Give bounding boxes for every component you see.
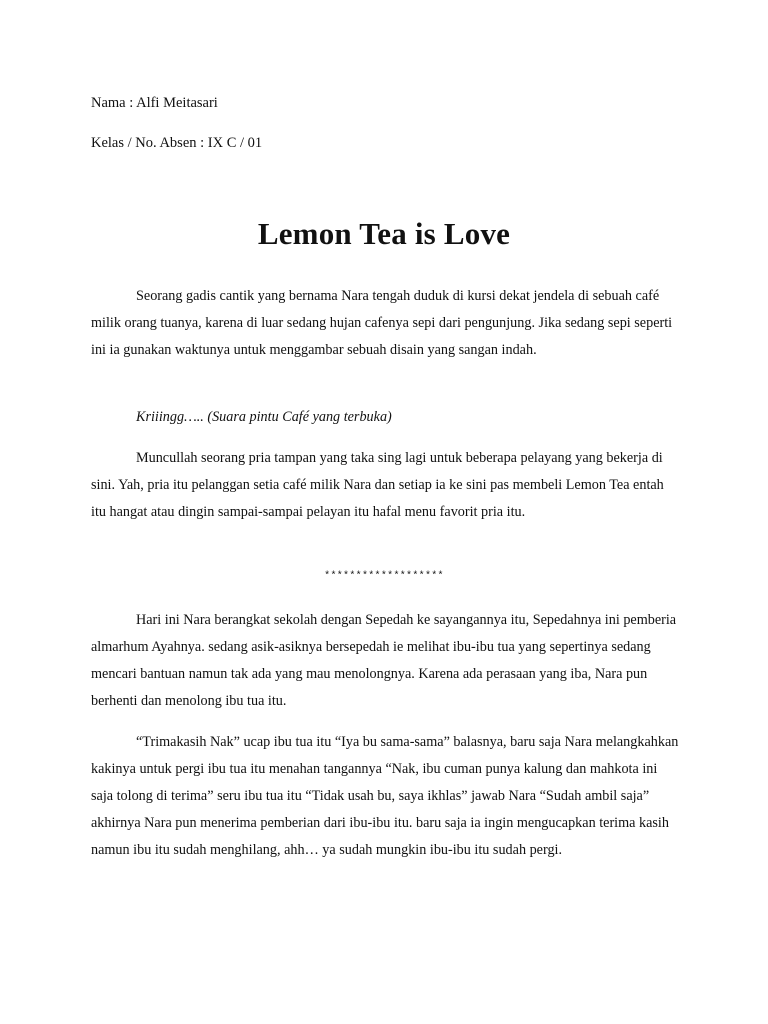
student-name-line: Nama : Alfi Meitasari [91,95,218,111]
sound-effect-line: Kriiingg….. (Suara pintu Café yang terbuka) [136,409,392,425]
scene-separator: ******************* [324,571,444,582]
paragraph-4: “Trimakasih Nak” ucap ibu tua itu “Iya bu sama-sama” balasnya, baru saja Nara melangkahkan kakinya untuk pergi ibu tua itu menahan tangannya “Nak, ibu cuman punya kalung dan mahkota ini saja tolong di terima” seru ibu tua itu “Tidak usah bu, saya ikhlas” jawab Nara “Sudah ambil saja” akhirnya Nara pun menerima pemberian dari ibu-ibu itu. baru saja ia ingin mengucapkan terima kasih namun ibu itu sudah menghilang, ahh… ya sudah mungkin ibu-ibu itu sudah pergi. [91,734,679,858]
paragraph-2: Muncullah seorang pria tampan yang taka sing lagi untuk beberapa pelayang yang bekerja di sini. Yah, pria itu pelanggan setia café milik Nara dan setiap ia ke sini pas membeli Lemon Tea entah itu hangat atau dingin sampai-sampai pelayan itu hafal menu favorit pria itu. [91,450,664,520]
student-class-line: Kelas / No. Absen : IX C / 01 [91,135,263,151]
paragraph-1: Seorang gadis cantik yang bernama Nara tengah duduk di kursi dekat jendela di sebuah café milik orang tuanya, karena di luar sedang hujan cafenya sepi dari pengunjung. Jika sedang sepi seperti ini ia gunakan waktunya untuk menggambar sebuah disain yang sangan indah. [91,288,673,358]
paragraph-3: Hari ini Nara berangkat sekolah dengan Sepedah ke sayangannya itu, Sepedahnya ini pemberia almarhum Ayahnya. sedang asik-asiknya bersepedah ie melihat ibu-ibu tua yang sepertinya sedang mencari bantuan namun tak ada yang mau menolongnya. Karena ada perasaan yang iba, Nara pun berhenti dan menolong ibu tua itu. [91,612,677,709]
story-title: Lemon Tea is Love [257,216,511,251]
